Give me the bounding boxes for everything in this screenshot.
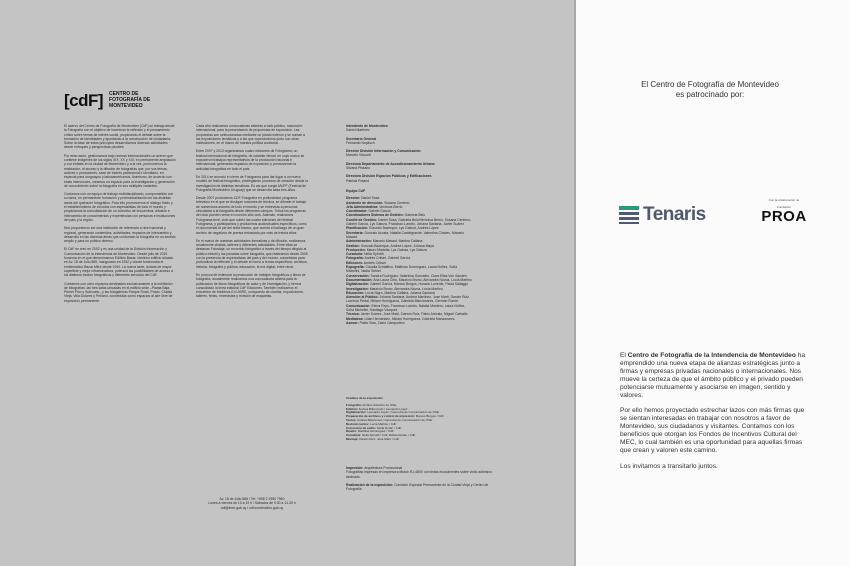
credit-role: Fotografía: [346, 402, 362, 407]
credit-role: Montaje: [346, 436, 359, 441]
paragraph-rest: ha emprendido una nueva etapa de alianzas estratégicas junto a firmas y empresas privadas nacionales o internacionales. Nos mueve la certeza de que el ámbito público y el privado pueden potenciarse mutuamente y asociarse en imagen, sentido y valores. [620, 352, 806, 399]
credit-role: Producción: [346, 247, 366, 252]
credit-line [346, 231, 472, 240]
authority-title: Secretario General [346, 136, 377, 141]
credit-names: Gabriel García [368, 209, 391, 214]
credit-role: Coordinadores Sistema de Gestión: [346, 213, 404, 218]
sponsorship-line-1: El Centro de Fotografía de Montevideo [641, 80, 779, 89]
authority-title: Directora Departamento de Acondicionamiento Urbano [346, 161, 435, 166]
credit-names: Marcelo Mawad, Martina Callaba [372, 239, 423, 244]
credit-role: Administración: [346, 239, 372, 244]
credit-names: Darwin Ruiz, José Martí / CdF [359, 436, 400, 441]
printing-line [346, 466, 496, 479]
authority-block [346, 162, 472, 171]
credit-role: Jefa Administrativa: [346, 204, 379, 209]
credit-role: Secretaría: [346, 230, 364, 235]
fundacion-label: Fundación [776, 205, 791, 209]
credit-names: Marcos Burgos / CdF [415, 414, 445, 419]
paragraph: Los invitamos a transitarlo juntos. [620, 462, 718, 470]
sponsorship-body [620, 352, 810, 479]
credit-line [346, 304, 472, 313]
team-title: Equipo CdF [346, 188, 366, 193]
credit-names: Nella Spinelli [364, 252, 384, 257]
paragraph: Entre 2007 y 2013 organizamos cuatro ediciones de Fotograma, un festival internacional de fotografía, de carácter bienal, en cuyo marco se expusieron trabajos representativos de la producción nacional e internacional, generando espacios de exposición y promoviendo la actividad fotográfica en todo el país. [196, 149, 305, 171]
credit-role: Digitalización: [346, 410, 367, 415]
credit-role: Preparación de archivos y control de impresión: [346, 414, 415, 419]
credit-names: Andrea Bittencourt / Gerencia de Comunicación de OSE [357, 417, 432, 422]
credit-line [346, 438, 496, 442]
credit-role: Director: [346, 196, 361, 201]
cdf-logo-mark: [cdF] [64, 90, 104, 110]
authority-name: Silvana Pissano [346, 166, 371, 171]
printing-value: Arquitectura Promocional [364, 466, 403, 470]
credit-role: Mediateca: [346, 316, 364, 321]
paragraph: Desde 2007 producimos CDF Fotografía en profundidad, programa televisivo en el que se divulgan nociones de técnica, se difunde el trabajo de numerosos autores de todo el mundo y se entrevista a personas vinculadas a la fotografía desde diferentes campos. Todos los programas del ciclo pueden verse en nuestro sitio web. Además, realizamos Fotograma tevé, ciclo que cubrió las cuatro ediciones del festival Fotograma, y participamos y producimos audiovisuales específicos, como el documental Al pie del árbol blanco, que cuenta el hallazgo de un gran archivo de negativos de prensa extraviado por más de treinta años. [196, 196, 307, 235]
hours-line: Lunes a viernes de 10 a 19 h / Sábados de 9.30 a 14.30 h [208, 501, 296, 506]
paragraph: En procura de estimular la producción de trabajos fotográficos y libros de fotografía, anualmente realizamos una convocatoria abierta para la publicación de libros fotográficos de autor y de investigación, y hemos consolidado la línea editorial CdF Ediciones. También realizamos el encuentro de fotolibros En LIBRE, compuesto de charlas, exposiciones, talleres, ferias, entrevistas y revisión de maquetas. [196, 272, 306, 299]
credit-names: Lucía Martino / CdF [370, 421, 397, 426]
credit-names: Leonardo López / Gerencia de Comunicación de OSE [367, 410, 439, 415]
credit-role: Textos: [346, 417, 357, 422]
credit-role: Planificación: [346, 226, 369, 231]
address-block [196, 497, 308, 510]
column-1 [64, 124, 176, 307]
paragraph: Contamos con ocho espacios destinados exclusivamente a la exhibición de fotografías: las tres salas ubicadas en el edificio sede –Planta Baja, Primer Piso y Subsuelo– y las fotogalerías Parque Rodó, Prado, Ciudad Vieja, Villa Dolores y Peñarol, concebidas como espacios al aire libre de exposición permanente. [64, 281, 173, 303]
credit-names: Stella Durán / CdF [376, 425, 402, 430]
collaboration-label: Con la colaboración de [768, 198, 800, 202]
paragraph: Por ello hemos proyectado estrechar lazos con más firmas que se sientan interesadas en trabajar con nosotros a favor de Montevideo, sus ciudadanos y visitantes. Contamos con los beneficios que otorgan los Fondos de Incentivos Cultural del MEC, lo cual también es una oportunidad para aquellas firmas que crean y valoren este camino. [620, 407, 805, 454]
authority-title: Director División Información y Comunicación [346, 149, 421, 154]
credit-names: Daniel Sosa, Gabriela Belo/Verónica Berrio, Susana Centeno, Gabriel García, Lys Gainza, Francisco Landro, Johana Santana, Javier Suárez [346, 217, 471, 227]
credit-names: Andrés Cribari [363, 260, 386, 265]
paragraph: En el marco de nuestras actividades formativas y de difusión, realizamos anualmente charlas, talleres y diferentes actividades. Entre ellas se destacan Fotoviaje, un recorrido fotográfico a través del tiempo dirigido al público infantil y las jornadas sobre fotografía, que realizamos desde 2005 con la presencia de especialistas del país y del mundo, concebidas para profundizar la reflexión y el debate en torno a temas específicos: archivos, historia, fotografía y política, educación, la era digital, entre otros. [196, 238, 308, 269]
paragraph: Nos proponemos ser una institución de referencia a nivel nacional y regional, generando contenidos, actividades, espacios de intercambio y desarrollo en las diversas áreas que conforman la fotografía en un sentido amplio y para un público diverso. [64, 226, 176, 244]
credit-role: Curaduría: [346, 252, 364, 257]
credit-names: Nella Spinelli / CdF, Malisa Rodao / CdF [362, 433, 416, 438]
credit-role: Asistente de dirección: [346, 200, 384, 205]
paragraph: Cada año realizamos convocatorias abiertas a todo público, nacional e internacional, para la presentación de propuestas de exposición. Las propuestas son seleccionadas mediante un jurado externo y se suman a las exposiciones temáticas y a las que coproducimos junto con otras instituciones, en el marco de nuestra política curatorial. [196, 124, 305, 146]
cdf-logo-text: CENTRO DE FOTOGRAFÍA DE MONTEVIDEO [109, 91, 151, 109]
credit-names: Javier Suárez, José Martí, Darwin Ruiz, Pablo Arévalo, Miguel Carballo [360, 312, 468, 317]
tenaris-name: Tenaris [643, 204, 706, 225]
authority-block [346, 124, 472, 133]
credit-line [346, 295, 472, 304]
realization-line [346, 483, 496, 492]
credit-names: Sandra Rodríguez, Valentina González, Clara Elisa Von Sanden [370, 273, 467, 278]
credit-role: Gestión: [346, 243, 360, 248]
credit-names: Archivo Histórico de OSE [362, 402, 397, 407]
credit-names: Gonzalo Bazerque, Lys Gainza, Andrea López [369, 226, 439, 231]
paragraph: En 2014 se anunció el cierre de Fotograma para dar lugar a un nuevo modelo de festival fotográfico, privilegiando procesos de creación desde la investigación de distintas temáticas. Es así que surgió MUFF (Festival de Fotografía Montevideo Uruguay) que se desarrolla cada tres años. [196, 174, 308, 192]
paragraph: Por esta razón, gestionamos bajo normas internacionales un acervo que contiene imágenes de los siglos XIX, XX y XXI, en permanente ampliación y con énfasis en la ciudad de Montevideo y a la vez, promovemos la realización, el acceso y la difusión de fotografías que, por sus temas, autores o productores, sean de interés patrimonial e identitario, en especial para uruguayos y latinoamericanos. Asimismo, de acuerdo con estas intenciones, creamos un espacio para la investigación y generación de conocimiento sobre la fotografía en sus múltiples variantes. [64, 153, 176, 188]
credit-role: Corrección de estilo: [346, 425, 376, 430]
proa-logo [756, 198, 812, 225]
paragraph: Contamos con un equipo de trabajo multidisciplinario, comprometido con su tarea, en permanente formación y profesionalización en las distintas áreas del quehacer fotográfico. Para ello promovemos el diálogo fluido y el establecimiento de vínculos con especialistas de todo el mundo y propiciamos la consolidación de un colectivo de encuentros, difusión e intercambio de conocimientos y experiencias con personas e instituciones del país y la región. [64, 192, 176, 222]
credit-role: Conservación: [346, 273, 370, 278]
realization-value: Comisión Especial Permanente de la Ciudad Vieja y Centro de Fotografía [346, 482, 489, 492]
credit-role: Comunicación: [346, 303, 371, 308]
authority-name: Daniel Martínez [346, 128, 370, 133]
credit-names: Matthías Domínguez / CdF [357, 429, 394, 434]
authority-title: Directora División Espacios Públicos y Edificaciones [346, 174, 432, 179]
authority-block [346, 149, 472, 158]
credit-role: Revisión textos: [346, 421, 370, 426]
credit-line [346, 218, 472, 227]
credit-role: Educación: [346, 290, 365, 295]
credit-names: Elena Firpo, Francisco Landro, Natalia Mardero, Laura Núñez, Sofía Michelini, Santiago Vázquez [346, 303, 466, 312]
printing-role: Impresión: [346, 466, 364, 470]
credit-line [346, 265, 472, 274]
credit-names: Susana Centeno [384, 200, 410, 205]
sponsorship-line-2: es patrocinado por: [675, 90, 745, 99]
contact-line: cdf@imm.gub.uy / cdf.montevideo.gub.uy [220, 505, 284, 510]
credit-names: Daniel Sosa [361, 196, 380, 201]
credit-names: Lilián Hernández, Miriam Hornigueza, Gabriela Manzanares [364, 316, 455, 321]
credit-names: Gabriela Belo [404, 213, 426, 218]
institution-name: Centro de Fotografía de la Intendencia de Montevideo [627, 352, 796, 359]
authority-block [346, 137, 472, 146]
credit-role: Comité de Gestión: [346, 217, 378, 222]
credit-names: Lucía Nigro, Martina Callaba, Johana Santana [365, 290, 435, 295]
tenaris-logo [619, 204, 706, 226]
credit-names: Pablo Soto, Dario Campodino [359, 320, 405, 325]
credit-names: Mauricio Bruno, Alexandra Nóvoa, Lucía Martino [369, 286, 443, 291]
credit-role: Técnica: [346, 312, 360, 317]
credit-line [346, 321, 472, 325]
authority-name: Marcelo Visconti [346, 153, 371, 158]
credit-role: Edición: [346, 406, 358, 411]
authority-name: Fernando Nopitsch [346, 140, 375, 145]
column-3-authorities [346, 124, 472, 325]
credit-role: Coordinador: [346, 209, 368, 214]
paragraph: El acervo del Centro de Fotografía de Montevideo (CdF) se trabaja desde la Fotografía con el objetivo de incentivar la reflexión y el pensamiento crítico sobre temas de interés social, propiciando el debate sobre la formación de identidades y apuntando a la construcción de ciudadanía. Sobre la base de estos principios desarrollamos diversas actividades desde enfoques y perspectivas plurales. [64, 124, 175, 150]
authority-name: Patricia Roland [346, 178, 369, 183]
credit-role: Diseño: [346, 429, 358, 434]
credit-role: Expografía: [346, 265, 365, 270]
credit-names: Gonzalo Bazerque, Andrea López, Johana Maya [360, 243, 434, 248]
paragraph [620, 352, 810, 399]
credit-names: Johana Santana, Andrea Martínez, José Martí, Darwin Ruiz, Lucrecia Portal, Miriam Hornigueza, Gabriela Manzanares, Germán Rumín [346, 295, 470, 304]
printing-info [346, 466, 496, 495]
cdf-logo [64, 88, 169, 112]
credit-names: Andrea Bittencourt / Leonardo López [358, 406, 408, 411]
credit-role: Documentación: [346, 277, 373, 282]
printing-detail: Fotografías impresas en impresora Mutoh RJ-480X con tintas ecosolventes sobre vinilo adhesivo laminado. [346, 470, 492, 479]
realization-role: Realización de la exposición: [346, 482, 394, 487]
credit-role: Digitalización: [346, 282, 369, 287]
credit-names: Verónica Berrio [379, 204, 403, 209]
proa-name: PROA [761, 208, 807, 225]
credit-role: Atención al Público: [346, 295, 379, 300]
credit-names: Mauro Martella, Lys Gainza, Lys Gainza [366, 247, 427, 252]
sponsorship-heading [610, 80, 810, 100]
authority-block [346, 174, 472, 183]
credit-names: Gabriel García, Marcos Burgos, Horacio Loriente, Paola Sallaggo [369, 282, 469, 287]
credit-names: Claudia Schiaffino, Matthías Domínguez, Laura Núñez, Sofía Michelini, Nadia Terkiel [346, 265, 458, 274]
credit-names: Ana Laura Cirio, Mauricio Bruno, Alexandra Nóvoa, Lucía Martino [373, 277, 472, 282]
credit-role: Ediciones: [346, 260, 364, 265]
authority-title: Intendente de Montevideo [346, 124, 388, 128]
team-list [346, 196, 472, 325]
credit-names: Andrés Cribari, Gabriel García [364, 256, 411, 261]
credit-role: Curaduría: [346, 433, 362, 438]
column-2 [196, 124, 308, 303]
tenaris-logo-icon [619, 206, 639, 224]
credits-title: Créditos de la exposición: [346, 396, 384, 400]
credit-role: Asesor: [346, 320, 359, 325]
credit-role: Fotografía: [346, 256, 364, 261]
paragraph: El CdF se creó en 2002 y es una unidad de la División Información y Comunicación de la Intendencia de Montevideo. Desde julio de 2015 funciona en el que denominamos Edificio Bazar, histórico edificio situado en Av. 18 de Julio 885, inaugurado en 1932 y donde funcionaba el emblemático Bazar Mitre desde 1940. La nueva sede, dotada de mayor superficie y mejor infraestructura, potencia las posibilidades de acceso a los distintos fondos fotográficos y diferentes servicios del CdF. [64, 247, 174, 278]
exhibition-credits [346, 397, 496, 442]
credit-names: Gonzalo Acosta, Natalia Castelgrande, Valentina Chaves, Marcelo Mawad [346, 230, 464, 239]
credit-role: Investigación: [346, 286, 369, 291]
paragraph-start: El [620, 352, 628, 359]
address-line: Av. 18 de Julio 885 / Tel: +598 2 1950 7960 [219, 497, 285, 501]
credits-list [346, 404, 496, 442]
